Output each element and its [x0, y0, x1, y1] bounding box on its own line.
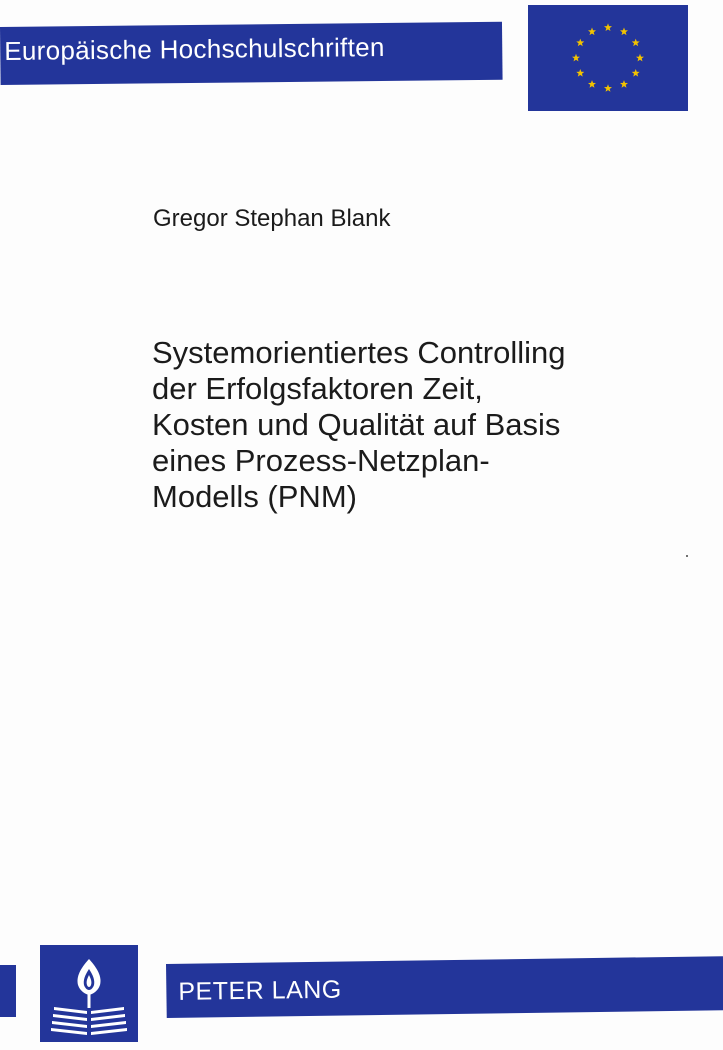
flag-star	[588, 27, 596, 35]
flag-star	[604, 23, 612, 31]
book-title-line: Modells (PNM)	[152, 479, 357, 514]
spine-tab	[0, 965, 16, 1017]
book-title-line: eines Prozess-Netzplan-	[152, 443, 490, 478]
publisher-band	[166, 956, 723, 1018]
print-speck	[686, 555, 688, 557]
flag-star	[620, 80, 628, 88]
flag-star	[636, 54, 644, 62]
book-title-line: Systemorientiertes Controlling	[152, 335, 566, 370]
eu-flag	[528, 5, 688, 111]
book-title	[152, 335, 672, 515]
flag-star	[604, 84, 612, 92]
publisher-name: PETER LANG	[178, 975, 342, 1006]
flag-star	[576, 69, 584, 77]
series-band	[0, 22, 503, 85]
flag-star	[572, 54, 580, 62]
flag-star	[632, 39, 640, 47]
series-title: Europäische Hochschulschriften	[4, 31, 385, 66]
flag-star	[632, 69, 640, 77]
flag-star	[576, 39, 584, 47]
book-title-line: Kosten und Qualität auf Basis	[152, 407, 561, 442]
book-flame-logo-icon	[40, 945, 138, 1042]
flag-star	[588, 80, 596, 88]
book-title-line: der Erfolgsfaktoren Zeit,	[152, 371, 483, 406]
author-name: Gregor Stephan Blank	[153, 205, 391, 232]
eu-stars-icon	[528, 5, 688, 111]
publisher-logo	[40, 945, 138, 1042]
flag-star	[620, 27, 628, 35]
